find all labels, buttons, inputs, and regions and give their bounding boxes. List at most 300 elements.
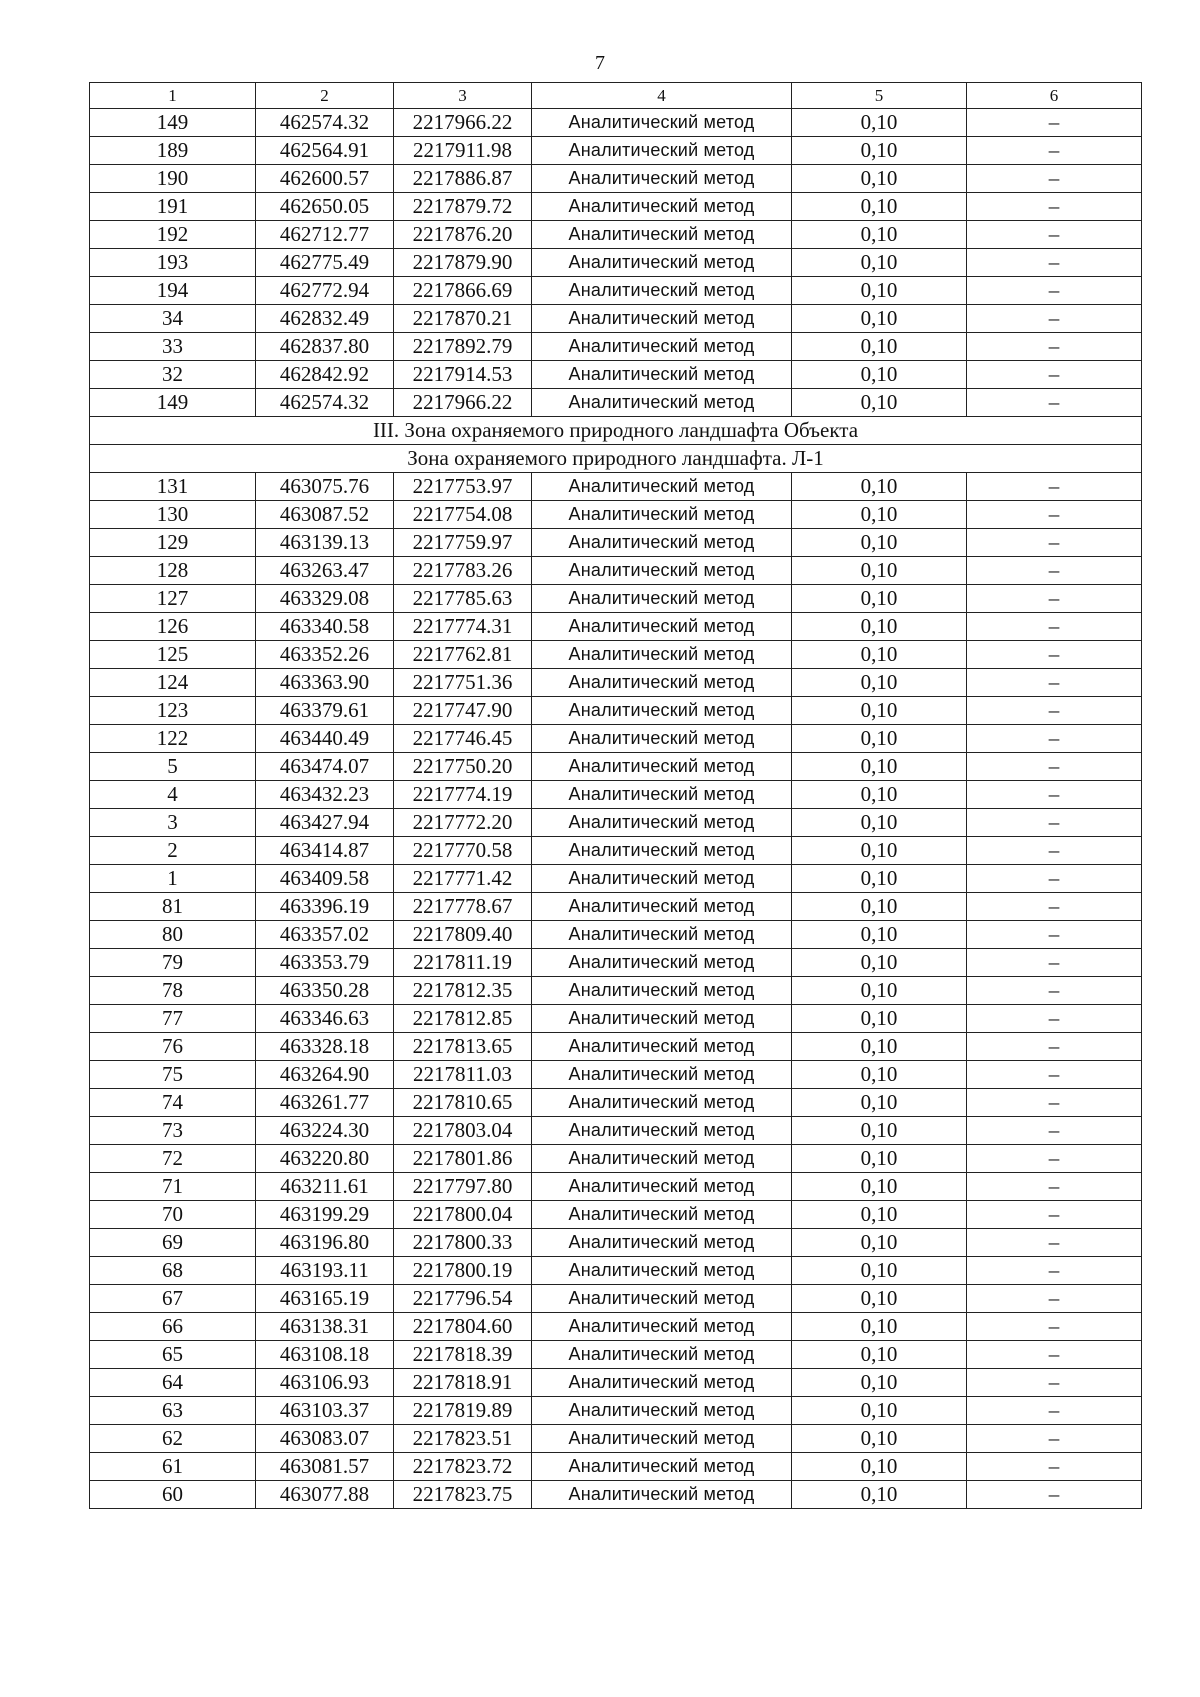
note: – [967, 1425, 1142, 1453]
note: – [967, 1341, 1142, 1369]
coord-y: 2217771.42 [394, 865, 532, 893]
coord-y: 2217886.87 [394, 165, 532, 193]
accuracy: 0,10 [792, 193, 967, 221]
table-row [90, 1453, 1142, 1481]
method: Аналитический метод [532, 669, 792, 697]
coord-x: 463261.77 [256, 1089, 394, 1117]
accuracy: 0,10 [792, 921, 967, 949]
coord-x: 462574.32 [256, 109, 394, 137]
point-number: 3 [90, 809, 256, 837]
note: – [967, 1173, 1142, 1201]
point-number: 123 [90, 697, 256, 725]
coord-y: 2217818.91 [394, 1369, 532, 1397]
coord-x: 462842.92 [256, 361, 394, 389]
coord-y: 2217770.58 [394, 837, 532, 865]
note: – [967, 949, 1142, 977]
coord-y: 2217746.45 [394, 725, 532, 753]
note: – [967, 165, 1142, 193]
coord-x: 463379.61 [256, 697, 394, 725]
coord-y: 2217876.20 [394, 221, 532, 249]
point-number: 128 [90, 557, 256, 585]
method: Аналитический метод [532, 837, 792, 865]
coord-x: 462650.05 [256, 193, 394, 221]
method: Аналитический метод [532, 1481, 792, 1509]
method: Аналитический метод [532, 1397, 792, 1425]
table-row [90, 893, 1142, 921]
method: Аналитический метод [532, 1145, 792, 1173]
accuracy: 0,10 [792, 893, 967, 921]
accuracy: 0,10 [792, 585, 967, 613]
note: – [967, 1061, 1142, 1089]
accuracy: 0,10 [792, 1453, 967, 1481]
coord-x: 463087.52 [256, 501, 394, 529]
method: Аналитический метод [532, 165, 792, 193]
table-row [90, 473, 1142, 501]
method: Аналитический метод [532, 697, 792, 725]
note: – [967, 1313, 1142, 1341]
point-number: 4 [90, 781, 256, 809]
method: Аналитический метод [532, 1173, 792, 1201]
accuracy: 0,10 [792, 1257, 967, 1285]
point-number: 2 [90, 837, 256, 865]
coord-y: 2217785.63 [394, 585, 532, 613]
coord-y: 2217800.19 [394, 1257, 532, 1285]
coord-y: 2217914.53 [394, 361, 532, 389]
section-title: III. Зона охраняемого природного ландшафта Объекта [90, 417, 1142, 445]
point-number: 129 [90, 529, 256, 557]
coord-y: 2217812.35 [394, 977, 532, 1005]
method: Аналитический метод [532, 1229, 792, 1257]
accuracy: 0,10 [792, 1229, 967, 1257]
column-header: 2 [256, 83, 394, 109]
table-row [90, 725, 1142, 753]
table-row [90, 865, 1142, 893]
coord-x: 463264.90 [256, 1061, 394, 1089]
coord-x: 462772.94 [256, 277, 394, 305]
point-number: 193 [90, 249, 256, 277]
table-row [90, 305, 1142, 333]
coord-x: 462574.32 [256, 389, 394, 417]
method: Аналитический метод [532, 1089, 792, 1117]
table-row [90, 781, 1142, 809]
accuracy: 0,10 [792, 1089, 967, 1117]
point-number: 194 [90, 277, 256, 305]
table-row [90, 753, 1142, 781]
note: – [967, 1257, 1142, 1285]
method: Аналитический метод [532, 921, 792, 949]
coord-x: 463414.87 [256, 837, 394, 865]
table-row [90, 1173, 1142, 1201]
method: Аналитический метод [532, 753, 792, 781]
method: Аналитический метод [532, 361, 792, 389]
method: Аналитический метод [532, 305, 792, 333]
point-number: 73 [90, 1117, 256, 1145]
method: Аналитический метод [532, 585, 792, 613]
coord-x: 463220.80 [256, 1145, 394, 1173]
accuracy: 0,10 [792, 1061, 967, 1089]
point-number: 122 [90, 725, 256, 753]
coord-x: 463328.18 [256, 1033, 394, 1061]
accuracy: 0,10 [792, 361, 967, 389]
point-number: 191 [90, 193, 256, 221]
point-number: 74 [90, 1089, 256, 1117]
accuracy: 0,10 [792, 109, 967, 137]
note: – [967, 1397, 1142, 1425]
note: – [967, 501, 1142, 529]
accuracy: 0,10 [792, 557, 967, 585]
note: – [967, 753, 1142, 781]
table-row [90, 277, 1142, 305]
coord-y: 2217783.26 [394, 557, 532, 585]
point-number: 81 [90, 893, 256, 921]
note: – [967, 893, 1142, 921]
accuracy: 0,10 [792, 277, 967, 305]
note: – [967, 221, 1142, 249]
point-number: 65 [90, 1341, 256, 1369]
accuracy: 0,10 [792, 781, 967, 809]
table-row [90, 809, 1142, 837]
point-number: 149 [90, 109, 256, 137]
accuracy: 0,10 [792, 1481, 967, 1509]
point-number: 124 [90, 669, 256, 697]
coord-x: 463440.49 [256, 725, 394, 753]
accuracy: 0,10 [792, 865, 967, 893]
note: – [967, 137, 1142, 165]
note: – [967, 1481, 1142, 1509]
accuracy: 0,10 [792, 613, 967, 641]
coord-x: 463165.19 [256, 1285, 394, 1313]
point-number: 66 [90, 1313, 256, 1341]
note: – [967, 109, 1142, 137]
accuracy: 0,10 [792, 1425, 967, 1453]
point-number: 72 [90, 1145, 256, 1173]
accuracy: 0,10 [792, 1369, 967, 1397]
method: Аналитический метод [532, 193, 792, 221]
page-number: 7 [595, 52, 605, 74]
point-number: 61 [90, 1453, 256, 1481]
coord-x: 463193.11 [256, 1257, 394, 1285]
point-number: 79 [90, 949, 256, 977]
point-number: 149 [90, 389, 256, 417]
point-number: 34 [90, 305, 256, 333]
table-row [90, 1397, 1142, 1425]
method: Аналитический метод [532, 249, 792, 277]
point-number: 125 [90, 641, 256, 669]
point-number: 32 [90, 361, 256, 389]
point-number: 64 [90, 1369, 256, 1397]
method: Аналитический метод [532, 1425, 792, 1453]
point-number: 71 [90, 1173, 256, 1201]
accuracy: 0,10 [792, 529, 967, 557]
point-number: 60 [90, 1481, 256, 1509]
column-header: 5 [792, 83, 967, 109]
coord-x: 463353.79 [256, 949, 394, 977]
point-number: 70 [90, 1201, 256, 1229]
coord-x: 462775.49 [256, 249, 394, 277]
note: – [967, 669, 1142, 697]
table-row [90, 361, 1142, 389]
point-number: 5 [90, 753, 256, 781]
table-row [90, 613, 1142, 641]
table-row [90, 137, 1142, 165]
coord-x: 463432.23 [256, 781, 394, 809]
coord-y: 2217809.40 [394, 921, 532, 949]
coord-y: 2217813.65 [394, 1033, 532, 1061]
point-number: 77 [90, 1005, 256, 1033]
coord-x: 463263.47 [256, 557, 394, 585]
note: – [967, 809, 1142, 837]
coord-x: 463103.37 [256, 1397, 394, 1425]
coord-y: 2217800.33 [394, 1229, 532, 1257]
accuracy: 0,10 [792, 1201, 967, 1229]
column-header: 6 [967, 83, 1142, 109]
point-number: 67 [90, 1285, 256, 1313]
coord-x: 463077.88 [256, 1481, 394, 1509]
point-number: 33 [90, 333, 256, 361]
note: – [967, 1145, 1142, 1173]
table-row [90, 165, 1142, 193]
coord-x: 463357.02 [256, 921, 394, 949]
coord-x: 462832.49 [256, 305, 394, 333]
point-number: 190 [90, 165, 256, 193]
method: Аналитический метод [532, 1117, 792, 1145]
note: – [967, 389, 1142, 417]
table-row [90, 641, 1142, 669]
accuracy: 0,10 [792, 1397, 967, 1425]
table-row [90, 333, 1142, 361]
method: Аналитический метод [532, 501, 792, 529]
coord-x: 463352.26 [256, 641, 394, 669]
method: Аналитический метод [532, 1341, 792, 1369]
coord-x: 463083.07 [256, 1425, 394, 1453]
method: Аналитический метод [532, 529, 792, 557]
table-row [90, 949, 1142, 977]
coord-y: 2217823.72 [394, 1453, 532, 1481]
note: – [967, 1285, 1142, 1313]
coord-x: 463340.58 [256, 613, 394, 641]
accuracy: 0,10 [792, 697, 967, 725]
note: – [967, 725, 1142, 753]
point-number: 69 [90, 1229, 256, 1257]
coord-x: 462564.91 [256, 137, 394, 165]
coord-y: 2217811.19 [394, 949, 532, 977]
accuracy: 0,10 [792, 249, 967, 277]
accuracy: 0,10 [792, 1005, 967, 1033]
point-number: 1 [90, 865, 256, 893]
table-row [90, 1117, 1142, 1145]
note: – [967, 1089, 1142, 1117]
accuracy: 0,10 [792, 809, 967, 837]
table-row [90, 837, 1142, 865]
coordinates-table [89, 82, 1142, 1509]
column-header: 4 [532, 83, 792, 109]
accuracy: 0,10 [792, 389, 967, 417]
method: Аналитический метод [532, 1313, 792, 1341]
coord-y: 2217823.75 [394, 1481, 532, 1509]
accuracy: 0,10 [792, 1173, 967, 1201]
coord-x: 463199.29 [256, 1201, 394, 1229]
coord-y: 2217819.89 [394, 1397, 532, 1425]
note: – [967, 529, 1142, 557]
coord-y: 2217801.86 [394, 1145, 532, 1173]
method: Аналитический метод [532, 725, 792, 753]
table-row [90, 109, 1142, 137]
coord-x: 463396.19 [256, 893, 394, 921]
table-row [90, 1201, 1142, 1229]
accuracy: 0,10 [792, 1341, 967, 1369]
coord-x: 463427.94 [256, 809, 394, 837]
table-row [90, 669, 1142, 697]
method: Аналитический метод [532, 333, 792, 361]
coord-y: 2217812.85 [394, 1005, 532, 1033]
coord-y: 2217810.65 [394, 1089, 532, 1117]
note: – [967, 865, 1142, 893]
column-header: 1 [90, 83, 256, 109]
table-row [90, 501, 1142, 529]
coord-y: 2217818.39 [394, 1341, 532, 1369]
accuracy: 0,10 [792, 1033, 967, 1061]
coord-y: 2217796.54 [394, 1285, 532, 1313]
method: Аналитический метод [532, 473, 792, 501]
coord-x: 463211.61 [256, 1173, 394, 1201]
table-row [90, 1145, 1142, 1173]
method: Аналитический метод [532, 389, 792, 417]
coord-x: 463081.57 [256, 1453, 394, 1481]
note: – [967, 921, 1142, 949]
point-number: 80 [90, 921, 256, 949]
coord-y: 2217966.22 [394, 389, 532, 417]
table-row [90, 1341, 1142, 1369]
note: – [967, 697, 1142, 725]
coord-y: 2217879.72 [394, 193, 532, 221]
table-row [90, 1369, 1142, 1397]
coord-y: 2217797.80 [394, 1173, 532, 1201]
table-row [90, 1089, 1142, 1117]
method: Аналитический метод [532, 109, 792, 137]
method: Аналитический метод [532, 1201, 792, 1229]
note: – [967, 1369, 1142, 1397]
table-header-row [90, 83, 1142, 109]
note: – [967, 305, 1142, 333]
column-header: 3 [394, 83, 532, 109]
coord-y: 2217762.81 [394, 641, 532, 669]
accuracy: 0,10 [792, 977, 967, 1005]
point-number: 130 [90, 501, 256, 529]
coord-y: 2217774.19 [394, 781, 532, 809]
table-row [90, 1005, 1142, 1033]
method: Аналитический метод [532, 137, 792, 165]
note: – [967, 837, 1142, 865]
point-number: 62 [90, 1425, 256, 1453]
table-row [90, 1229, 1142, 1257]
accuracy: 0,10 [792, 669, 967, 697]
method: Аналитический метод [532, 277, 792, 305]
point-number: 127 [90, 585, 256, 613]
note: – [967, 613, 1142, 641]
accuracy: 0,10 [792, 1117, 967, 1145]
note: – [967, 1201, 1142, 1229]
table-row [90, 921, 1142, 949]
coord-y: 2217804.60 [394, 1313, 532, 1341]
table-row [90, 1425, 1142, 1453]
coordinates-table-body [90, 83, 1142, 1509]
coord-y: 2217823.51 [394, 1425, 532, 1453]
coord-x: 463350.28 [256, 977, 394, 1005]
note: – [967, 1117, 1142, 1145]
note: – [967, 333, 1142, 361]
table-row [90, 585, 1142, 613]
coord-y: 2217870.21 [394, 305, 532, 333]
note: – [967, 977, 1142, 1005]
method: Аналитический метод [532, 865, 792, 893]
point-number: 126 [90, 613, 256, 641]
coord-x: 463224.30 [256, 1117, 394, 1145]
table-row [90, 389, 1142, 417]
coord-y: 2217754.08 [394, 501, 532, 529]
coord-y: 2217892.79 [394, 333, 532, 361]
note: – [967, 193, 1142, 221]
point-number: 131 [90, 473, 256, 501]
point-number: 75 [90, 1061, 256, 1089]
coord-y: 2217747.90 [394, 697, 532, 725]
point-number: 192 [90, 221, 256, 249]
coord-y: 2217803.04 [394, 1117, 532, 1145]
accuracy: 0,10 [792, 137, 967, 165]
coord-x: 463363.90 [256, 669, 394, 697]
coord-y: 2217879.90 [394, 249, 532, 277]
coord-x: 463196.80 [256, 1229, 394, 1257]
accuracy: 0,10 [792, 1145, 967, 1173]
coord-x: 463409.58 [256, 865, 394, 893]
method: Аналитический метод [532, 893, 792, 921]
table-row [90, 1061, 1142, 1089]
coord-y: 2217911.98 [394, 137, 532, 165]
note: – [967, 557, 1142, 585]
table-row [90, 697, 1142, 725]
method: Аналитический метод [532, 613, 792, 641]
coord-x: 463329.08 [256, 585, 394, 613]
point-number: 76 [90, 1033, 256, 1061]
accuracy: 0,10 [792, 725, 967, 753]
coord-x: 463075.76 [256, 473, 394, 501]
accuracy: 0,10 [792, 221, 967, 249]
accuracy: 0,10 [792, 501, 967, 529]
coord-x: 463474.07 [256, 753, 394, 781]
accuracy: 0,10 [792, 641, 967, 669]
accuracy: 0,10 [792, 1285, 967, 1313]
coord-x: 462837.80 [256, 333, 394, 361]
coord-y: 2217774.31 [394, 613, 532, 641]
coord-y: 2217751.36 [394, 669, 532, 697]
coord-y: 2217778.67 [394, 893, 532, 921]
method: Аналитический метод [532, 1005, 792, 1033]
method: Аналитический метод [532, 221, 792, 249]
accuracy: 0,10 [792, 837, 967, 865]
coord-y: 2217866.69 [394, 277, 532, 305]
coord-x: 463108.18 [256, 1341, 394, 1369]
point-number: 189 [90, 137, 256, 165]
accuracy: 0,10 [792, 473, 967, 501]
method: Аналитический метод [532, 1285, 792, 1313]
method: Аналитический метод [532, 557, 792, 585]
accuracy: 0,10 [792, 305, 967, 333]
coord-y: 2217753.97 [394, 473, 532, 501]
method: Аналитический метод [532, 949, 792, 977]
coord-x: 462712.77 [256, 221, 394, 249]
method: Аналитический метод [532, 809, 792, 837]
accuracy: 0,10 [792, 333, 967, 361]
note: – [967, 1229, 1142, 1257]
